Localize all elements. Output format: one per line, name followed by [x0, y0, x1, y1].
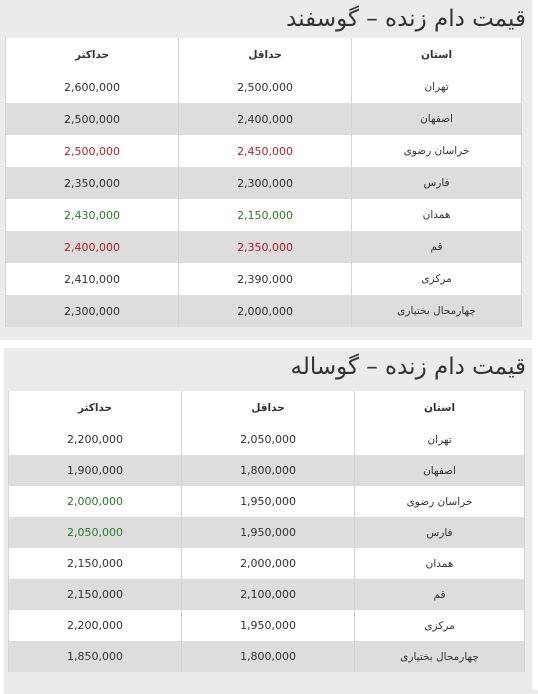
table-row: [9, 455, 525, 486]
max-price-cell: 2,350,000: [6, 167, 179, 199]
max-price-cell: 2,500,000: [6, 135, 179, 167]
table-row: [9, 579, 525, 610]
province-cell: قم: [352, 231, 522, 263]
table-header-row: [9, 391, 525, 424]
max-price-cell: 2,000,000: [9, 486, 182, 517]
province-cell: مرکزی: [352, 263, 522, 295]
table-row: [6, 135, 522, 167]
max-price-cell: 2,150,000: [9, 548, 182, 579]
min-price-cell: 2,000,000: [179, 295, 352, 327]
province-header: استان: [352, 38, 522, 71]
table-row: [6, 199, 522, 231]
calf-price-table: [8, 391, 525, 672]
min-price-cell: 1,800,000: [182, 455, 355, 486]
min-price-cell: 2,100,000: [182, 579, 355, 610]
max-header: حداکثر: [9, 391, 182, 424]
sheep-price-table: [5, 38, 522, 327]
province-cell: تهران: [355, 424, 525, 455]
table-row: [9, 517, 525, 548]
province-cell: فارس: [355, 517, 525, 548]
bottom-divider: [262, 690, 538, 694]
table-row: [6, 167, 522, 199]
sheep-section-title: قیمت دام زنده – گوسفند: [286, 6, 526, 32]
table-row: [9, 486, 525, 517]
table-row: [6, 71, 522, 103]
table-row: [9, 424, 525, 455]
min-price-cell: 2,000,000: [182, 548, 355, 579]
province-header: استان: [355, 391, 525, 424]
province-cell: همدان: [352, 199, 522, 231]
max-price-cell: 2,200,000: [9, 424, 182, 455]
min-price-cell: 2,150,000: [179, 199, 352, 231]
min-price-cell: 2,450,000: [179, 135, 352, 167]
max-price-cell: 2,600,000: [6, 71, 179, 103]
max-price-cell: 2,200,000: [9, 610, 182, 641]
province-cell: خراسان رضوی: [355, 486, 525, 517]
min-price-cell: 1,950,000: [182, 486, 355, 517]
province-cell: اصفهان: [355, 455, 525, 486]
max-price-cell: 2,430,000: [6, 199, 179, 231]
calf-price-section: [4, 348, 532, 694]
province-cell: فارس: [352, 167, 522, 199]
table-header-row: [6, 38, 522, 71]
min-price-cell: 1,800,000: [182, 641, 355, 672]
table-row: [9, 610, 525, 641]
sheep-price-section: [0, 0, 532, 340]
province-cell: تهران: [352, 71, 522, 103]
province-cell: چهارمحال بختیاری: [355, 641, 525, 672]
max-price-cell: 2,500,000: [6, 103, 179, 135]
min-header: حداقل: [179, 38, 352, 71]
min-price-cell: 2,400,000: [179, 103, 352, 135]
province-cell: همدان: [355, 548, 525, 579]
max-price-cell: 2,050,000: [9, 517, 182, 548]
min-price-cell: 2,350,000: [179, 231, 352, 263]
table-row: [6, 263, 522, 295]
max-price-cell: 2,410,000: [6, 263, 179, 295]
max-header: حداکثر: [6, 38, 179, 71]
min-price-cell: 1,950,000: [182, 517, 355, 548]
max-price-cell: 2,400,000: [6, 231, 179, 263]
min-price-cell: 2,300,000: [179, 167, 352, 199]
min-price-cell: 2,050,000: [182, 424, 355, 455]
max-price-cell: 1,900,000: [9, 455, 182, 486]
min-price-cell: 2,390,000: [179, 263, 352, 295]
table-row: [9, 548, 525, 579]
min-price-cell: 2,500,000: [179, 71, 352, 103]
table-row: [6, 103, 522, 135]
min-header: حداقل: [182, 391, 355, 424]
province-cell: مرکزی: [355, 610, 525, 641]
table-row: [6, 231, 522, 263]
province-cell: قم: [355, 579, 525, 610]
table-row: [9, 641, 525, 672]
table-row: [6, 295, 522, 327]
max-price-cell: 1,850,000: [9, 641, 182, 672]
calf-section-title: قیمت دام زنده – گوساله: [290, 354, 526, 380]
max-price-cell: 2,150,000: [9, 579, 182, 610]
max-price-cell: 2,300,000: [6, 295, 179, 327]
min-price-cell: 1,950,000: [182, 610, 355, 641]
province-cell: چهارمحال بختیاری: [352, 295, 522, 327]
province-cell: اصفهان: [352, 103, 522, 135]
province-cell: خراسان رضوی: [352, 135, 522, 167]
